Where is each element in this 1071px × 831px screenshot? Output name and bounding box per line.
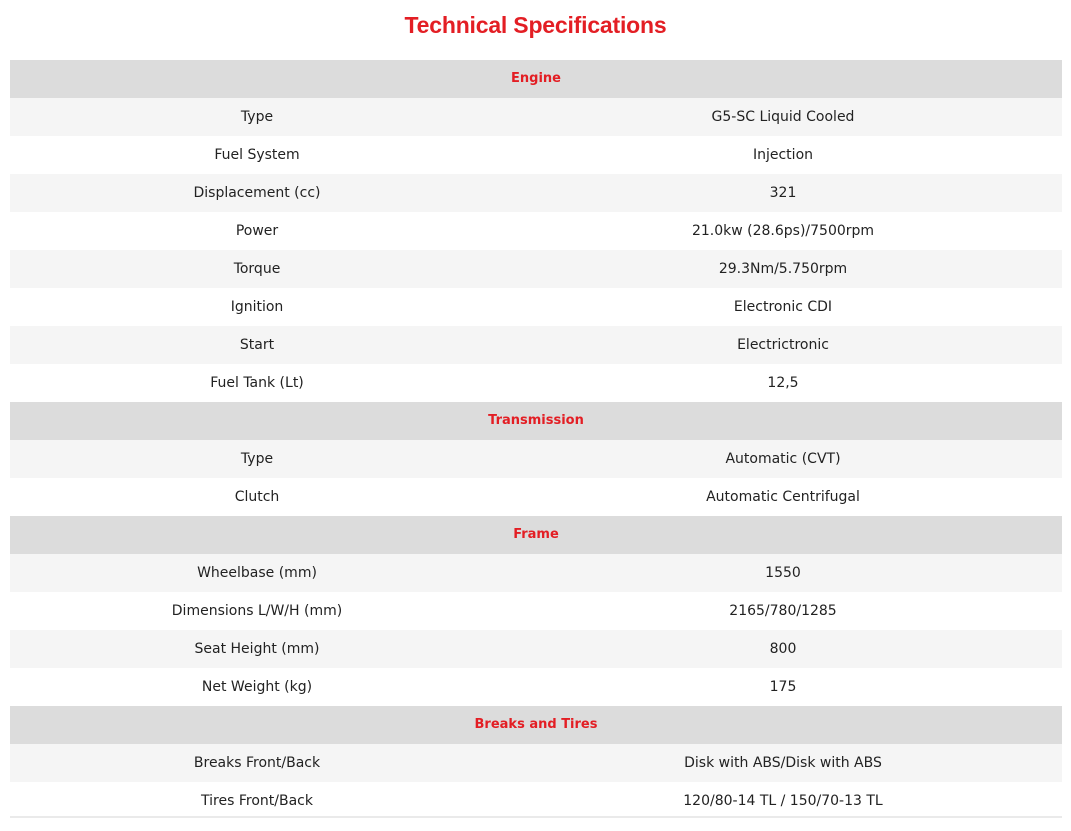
- spec-label: Power: [235, 223, 279, 239]
- section-header-frame: Frame: [10, 516, 1062, 554]
- spec-value: 2165/780/1285: [729, 603, 837, 619]
- spec-label: Displacement (cc): [193, 185, 321, 201]
- spec-label: Ignition: [230, 299, 284, 315]
- spec-value: G5-SC Liquid Cooled: [711, 109, 855, 125]
- spec-label: Fuel System: [214, 147, 300, 163]
- table-row: [10, 554, 1062, 592]
- spec-value: Disk with ABS/Disk with ABS: [684, 755, 882, 771]
- section-header-breaks-and-tires: Breaks and Tires: [10, 706, 1062, 744]
- table-row: [10, 288, 1062, 326]
- table-row: [10, 592, 1062, 630]
- spec-value: 120/80-14 TL / 150/70-13 TL: [683, 793, 883, 809]
- spec-label: Fuel Tank (Lt): [210, 375, 304, 391]
- table-row: [10, 174, 1062, 212]
- table-row: [10, 326, 1062, 364]
- table-row: [10, 364, 1062, 402]
- spec-value: Electronic CDI: [733, 299, 833, 315]
- spec-value: 29.3Nm/5.750rpm: [718, 261, 848, 277]
- spec-label: Breaks Front/Back: [193, 755, 321, 771]
- spec-label: Type: [240, 109, 274, 125]
- spec-value: 1550: [765, 565, 801, 581]
- spec-label: Net Weight (kg): [201, 679, 313, 695]
- spec-value: Electrictronic: [737, 337, 829, 353]
- table-row: [10, 744, 1062, 782]
- table-row: [10, 782, 1062, 820]
- spec-label: Seat Height (mm): [194, 641, 320, 657]
- table-row: [10, 250, 1062, 288]
- spec-value: 21.0kw (28.6ps)/7500rpm: [691, 223, 875, 239]
- spec-value: 800: [769, 641, 797, 657]
- table-row: [10, 668, 1062, 706]
- spec-label: Dimensions L/W/H (mm): [171, 603, 343, 619]
- table-row: [10, 440, 1062, 478]
- table-row: [10, 98, 1062, 136]
- spec-value: Automatic (CVT): [725, 451, 841, 467]
- spec-value: 175: [769, 679, 797, 695]
- spec-value: Automatic Centrifugal: [706, 489, 860, 505]
- table-row: [10, 136, 1062, 174]
- page-title: Technical Specifications: [404, 12, 667, 38]
- table-row: [10, 212, 1062, 250]
- table-row: [10, 478, 1062, 516]
- spec-label: Clutch: [234, 489, 280, 505]
- spec-value: Injection: [752, 147, 814, 163]
- spec-label: Start: [239, 337, 275, 353]
- spec-value: 321: [769, 185, 797, 201]
- spec-label: Torque: [233, 261, 281, 277]
- table-row: [10, 630, 1062, 668]
- table-bottom-border: [10, 816, 1062, 818]
- spec-label: Wheelbase (mm): [197, 565, 317, 581]
- spec-value: 12,5: [767, 375, 799, 391]
- spec-label: Tires Front/Back: [201, 793, 313, 809]
- spec-label: Type: [240, 451, 274, 467]
- section-header-transmission: Transmission: [10, 402, 1062, 440]
- section-header-engine: Engine: [10, 60, 1062, 98]
- spec-table: [10, 60, 1062, 820]
